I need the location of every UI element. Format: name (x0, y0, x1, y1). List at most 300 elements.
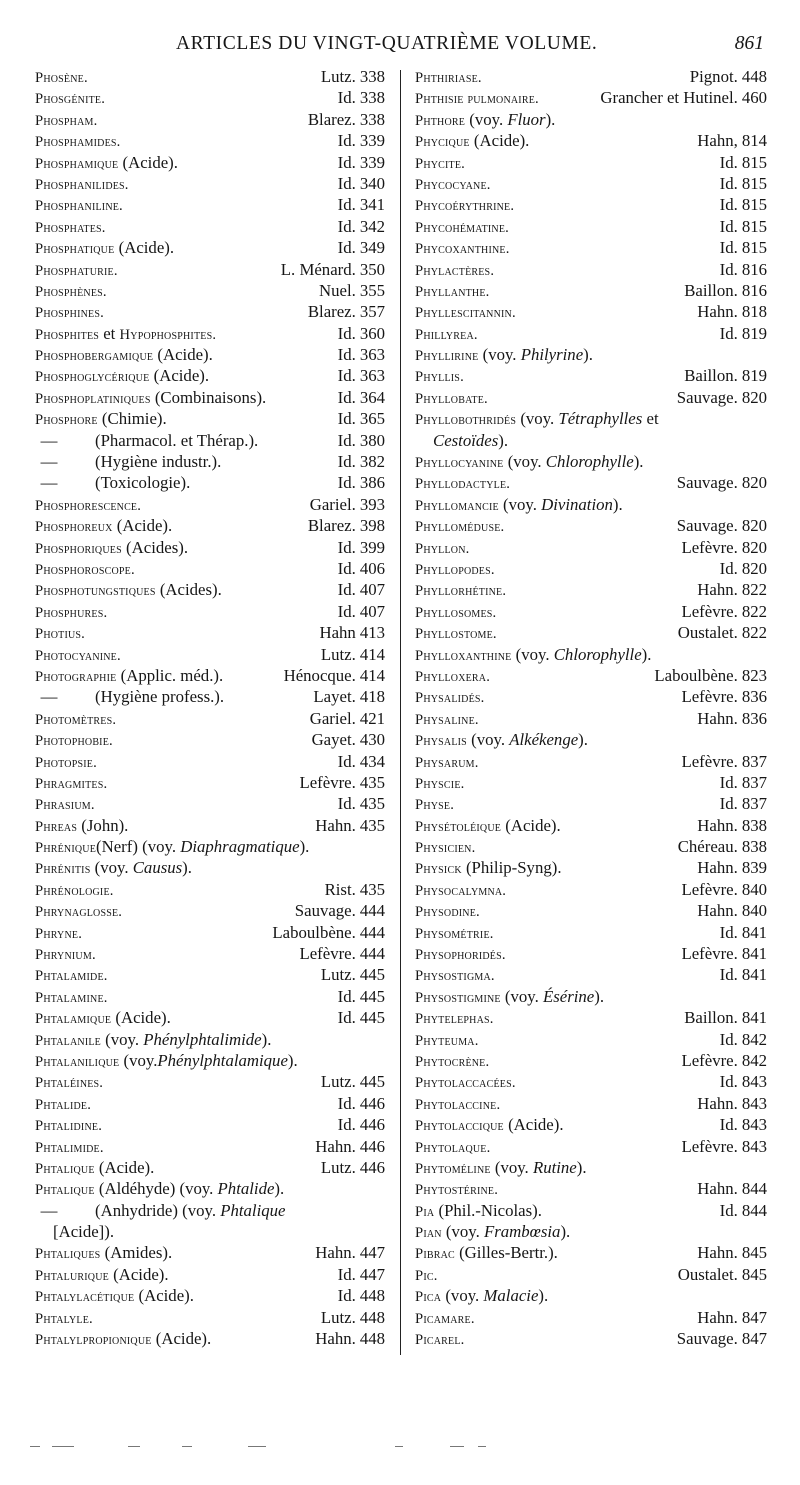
entry-author: Layet. (313, 687, 356, 707)
index-column-right (415, 66, 767, 1349)
index-entry (35, 301, 385, 322)
index-entry (415, 1029, 767, 1050)
entry-reference (338, 579, 385, 600)
entry-text (415, 1137, 490, 1156)
entry-reference (338, 793, 385, 814)
entry-headword: Phrénique (35, 840, 97, 857)
entry-text (35, 516, 172, 535)
entry-page: 338 (359, 88, 385, 108)
entry-headword: Phycoxanthine. (415, 241, 510, 258)
entry-page: 448 (359, 1329, 385, 1349)
entry-headword: Physicien. (415, 840, 476, 857)
entry-qualifier: ). (545, 109, 556, 129)
index-entry (35, 1136, 385, 1157)
entry-reference (697, 815, 767, 836)
entry-qualifier: (Acide). (153, 345, 213, 365)
entry-text (415, 773, 464, 792)
entry-author: Laboulbène. (654, 665, 738, 685)
entry-headword: Physarum. (415, 754, 479, 771)
entry-author: Hahn. (697, 1243, 738, 1263)
entry-headword: Pibrac (415, 1246, 455, 1263)
entry-page: 822 (741, 580, 767, 600)
entry-reference (321, 644, 385, 665)
cross-reference: Phénylphtalamique (157, 1050, 288, 1070)
entry-reference (315, 815, 385, 836)
index-entry (35, 451, 385, 472)
entry-headword: Hypophosphites. (119, 326, 217, 343)
entry-author: Hahn. (697, 858, 738, 878)
entry-author: Id. (337, 1286, 356, 1306)
index-entry (35, 66, 385, 87)
entry-page: 357 (359, 302, 385, 322)
index-entry (415, 323, 767, 344)
index-entry (415, 430, 767, 451)
entry-text (415, 1008, 494, 1027)
index-entry (35, 879, 385, 900)
entry-headword: Photius. (35, 626, 86, 643)
entry-reference (338, 751, 385, 772)
entry-page: 843 (741, 1136, 767, 1156)
entry-text (35, 67, 88, 86)
entry-headword: Phosphamique (35, 155, 119, 172)
index-entry (415, 772, 767, 793)
index-entry (415, 1242, 767, 1263)
entry-text (415, 302, 516, 321)
entry-qualifier: (Hygiène profess.). (95, 687, 225, 707)
entry-headword: Physodine. (415, 904, 480, 921)
entry-author: Id. (337, 473, 356, 493)
cross-reference: Chlorophylle (545, 452, 634, 472)
entry-author: Id. (719, 1115, 738, 1135)
repeat-dash: — (40, 687, 58, 707)
entry-text (415, 1051, 489, 1070)
cross-reference: Fluor (507, 109, 546, 129)
entry-qualifier: ). (538, 1286, 549, 1306)
index-entry (415, 1050, 767, 1071)
entry-reference (338, 537, 385, 558)
entry-qualifier: (Amides). (100, 1243, 173, 1263)
running-title: ARTICLES DU VINGT-QUATRIÈME VOLUME. (176, 33, 598, 54)
index-entry (415, 857, 767, 878)
index-entry (35, 537, 385, 558)
entry-reference (697, 579, 767, 600)
entry-page: 814 (741, 131, 767, 151)
entry-reference (338, 194, 385, 215)
entry-author: Id. (337, 537, 356, 557)
entry-headword: Physocalymna. (415, 882, 507, 899)
entry-reference (310, 494, 385, 515)
entry-headword: Photocyanine. (35, 647, 121, 664)
entry-reference (677, 472, 767, 493)
entry-qualifier: (Chimie). (97, 409, 167, 429)
index-entry (35, 173, 385, 194)
entry-page: 815 (741, 216, 767, 236)
entry-reference (697, 900, 767, 921)
entry-reference (681, 601, 767, 622)
entry-headword: Physaline. (415, 711, 479, 728)
entry-author: Id. (337, 794, 356, 814)
entry-author: Lutz. (320, 67, 356, 86)
repeat-dash: — (40, 1200, 58, 1220)
entry-author: Pignot. (689, 67, 738, 86)
entry-text (415, 1158, 587, 1177)
entry-headword: Phyllosomes. (415, 604, 497, 621)
entry-headword: Phosphènes. (35, 283, 107, 300)
entry-text (415, 281, 490, 300)
entry-text (433, 431, 508, 450)
entry-author: Id. (337, 601, 356, 621)
entry-text (415, 687, 485, 706)
entry-author: Id. (719, 1029, 738, 1049)
index-entry (415, 1136, 767, 1157)
index-entry (35, 751, 385, 772)
entry-author: Lefèvre. (681, 751, 738, 771)
index-entry (415, 964, 767, 985)
entry-reference (338, 601, 385, 622)
entry-page: 386 (359, 473, 385, 493)
cross-reference: Cestoïdes (433, 430, 499, 450)
entry-author: Hahn (319, 623, 356, 643)
entry-qualifier: (voy. (466, 730, 510, 750)
entry-page: 341 (359, 195, 385, 215)
entry-text (35, 366, 209, 385)
entry-headword: Phtalamine. (35, 989, 108, 1006)
entry-author: Id. (337, 580, 356, 600)
index-entry (415, 558, 767, 579)
entry-reference (338, 1007, 385, 1028)
entry-author: Id. (337, 986, 356, 1006)
index-entry (415, 601, 767, 622)
entry-author: Lefèvre. (681, 601, 738, 621)
entry-headword: Phosphatique (35, 241, 115, 258)
index-entry (415, 344, 767, 365)
entry-text (35, 153, 178, 172)
entry-author: Id. (337, 387, 356, 407)
entry-reference (720, 558, 767, 579)
entry-reference (720, 216, 767, 237)
entry-author: Lutz. (320, 1307, 356, 1327)
index-entry (415, 1007, 767, 1028)
entry-text (415, 452, 644, 471)
entry-text (35, 602, 107, 621)
entry-text (35, 559, 135, 578)
entry-headword: Phyllescitannin. (415, 305, 516, 322)
entry-author: Sauvage. (294, 901, 356, 921)
entry-author: Hénocque. (283, 665, 356, 685)
entry-page: 444 (359, 944, 385, 964)
index-entry (35, 1307, 385, 1328)
cross-reference: Rutine (532, 1157, 577, 1177)
entry-text (415, 1222, 570, 1241)
entry-qualifier: (Acide). (151, 1329, 212, 1349)
index-entry (35, 665, 385, 686)
entry-headword: Picarel. (415, 1332, 465, 1349)
entry-qualifier: (Acide). (118, 152, 178, 172)
entry-headword: Phosphanilides. (35, 176, 129, 193)
index-entry (35, 579, 385, 600)
cross-reference: Ésérine (542, 986, 595, 1006)
entry-qualifier: (Aldéhyde) (voy. (94, 1179, 218, 1199)
entry-headword: Phosphoriques (35, 540, 122, 557)
entry-reference (720, 173, 767, 194)
entry-qualifier: ). (633, 452, 644, 472)
entry-author: Hahn. (697, 580, 738, 600)
entry-headword: Phthisie pulmonaire. (415, 91, 539, 108)
index-entry (35, 622, 385, 643)
index-entry (415, 408, 767, 429)
entry-reference (310, 708, 385, 729)
cross-reference: Frambœsia (483, 1222, 561, 1242)
entry-page: 816 (741, 259, 767, 279)
entry-headword: Phrynaglosse. (35, 904, 123, 921)
entry-page: 338 (359, 109, 385, 129)
entry-qualifier: ). (498, 430, 509, 450)
entry-text (415, 110, 555, 129)
entry-page: 842 (741, 1029, 767, 1049)
index-entry (35, 1007, 385, 1028)
index-entry (35, 87, 385, 108)
index-entry (35, 1114, 385, 1135)
entry-headword: Phytelephas. (415, 1011, 494, 1028)
entry-headword: Phosphines. (35, 305, 104, 322)
entry-headword: Phryne. (35, 925, 83, 942)
entry-text (35, 837, 309, 856)
entry-qualifier: (Acide). (501, 815, 561, 835)
entry-text (415, 324, 478, 343)
index-entry (35, 1242, 385, 1263)
entry-headword: Phtalyle. (35, 1310, 93, 1327)
index-entry (35, 772, 385, 793)
entry-author: Lefèvre. (299, 944, 356, 964)
index-entry (415, 537, 767, 558)
entry-headword: Phrénologie. (35, 882, 114, 899)
entry-qualifier: ). (287, 1050, 298, 1070)
entry-qualifier: (Pharmacol. et Thérap.). (95, 430, 259, 450)
entry-reference (600, 87, 767, 108)
entry-reference (681, 686, 767, 707)
entry-headword: Pic. (415, 1267, 438, 1284)
entry-page: 845 (741, 1264, 767, 1284)
entry-qualifier: (Gilles-Bertr.). (454, 1243, 558, 1263)
entry-text (35, 987, 108, 1006)
entry-headword: Physétoléique (415, 818, 502, 835)
entry-reference (720, 194, 767, 215)
entry-text (35, 730, 113, 749)
entry-reference (681, 537, 767, 558)
entry-page: 445 (359, 1072, 385, 1092)
index-entry (35, 515, 385, 536)
entry-text (35, 645, 121, 664)
entry-reference (338, 365, 385, 386)
entry-reference (338, 130, 385, 151)
entry-reference (338, 237, 385, 258)
entry-reference (720, 1071, 767, 1092)
entry-page: 445 (359, 965, 385, 985)
entry-author: Gariel. (309, 494, 356, 514)
entry-reference (338, 1114, 385, 1135)
entry-text (415, 1030, 479, 1049)
entry-page: 847 (741, 1329, 767, 1349)
entry-reference (338, 152, 385, 173)
entry-headword: Phospham. (35, 112, 98, 129)
entry-headword: Phosphore (35, 412, 98, 429)
entry-reference (697, 857, 767, 878)
entry-author: Id. (719, 1072, 738, 1092)
entry-text (35, 110, 97, 129)
entry-reference (720, 922, 767, 943)
entry-page: 820 (741, 558, 767, 578)
entry-qualifier: (Combinaisons). (150, 387, 267, 407)
entry-headword: Phyllorhétine. (415, 583, 507, 600)
entry-author: Lefèvre. (299, 772, 356, 792)
entry-headword: Pia (415, 1203, 435, 1220)
entry-headword: Photographie (35, 668, 117, 685)
index-entry (415, 216, 767, 237)
entry-headword: Phosphates. (35, 219, 106, 236)
entry-author: Id. (719, 323, 738, 343)
entry-text (35, 409, 167, 428)
entry-headword: Phosphaniline. (35, 198, 123, 215)
entry-author: Id. (337, 195, 356, 215)
entry-headword: Phycique (415, 134, 470, 151)
entry-text (35, 944, 96, 963)
entry-reference (684, 280, 767, 301)
entry-headword: Physostigma. (415, 968, 495, 985)
entry-author: Id. (337, 430, 356, 450)
entry-text (415, 1329, 464, 1348)
entry-reference (315, 1136, 385, 1157)
entry-qualifier: et (642, 409, 659, 429)
entry-text (415, 1115, 564, 1134)
entry-qualifier: (Philip-Syng). (461, 858, 562, 878)
index-entry (415, 1178, 767, 1199)
entry-page: 841 (741, 922, 767, 942)
entry-reference (338, 173, 385, 194)
entry-reference (697, 130, 767, 151)
cross-reference: Tétraphylles (558, 409, 643, 429)
entry-reference (681, 1136, 767, 1157)
entry-headword: Phyllanthe. (415, 283, 490, 300)
entry-page: 818 (741, 302, 767, 322)
entry-author: Lutz. (320, 1072, 356, 1092)
repeat-dash: — (40, 452, 58, 472)
index-entry (35, 1157, 385, 1178)
entry-author: Lutz. (320, 965, 356, 985)
entry-author: Hahn. (697, 1307, 738, 1327)
entry-headword: Phosphoreux (35, 519, 113, 536)
entry-page: 340 (359, 173, 385, 193)
entry-headword: Phyllodactyle. (415, 476, 511, 493)
entry-headword: Phtaléines. (35, 1075, 104, 1092)
entry-headword: Phtalamide. (35, 968, 108, 985)
entry-reference (312, 729, 385, 750)
entry-headword: Phytostérine. (415, 1182, 499, 1199)
entry-reference (720, 1114, 767, 1135)
entry-text (415, 580, 506, 599)
index-entry (415, 708, 767, 729)
entry-author: Hahn. (697, 302, 738, 322)
entry-headword: Phosphoplatiniques (35, 390, 151, 407)
entry-qualifier: ). (594, 986, 605, 1006)
entry-headword: Phycoérythrine. (415, 198, 515, 215)
index-entry (415, 387, 767, 408)
index-entry (35, 900, 385, 921)
entry-reference (315, 1242, 385, 1263)
entry-text (35, 281, 107, 300)
entry-author: Id. (719, 259, 738, 279)
entry-page: 460 (741, 88, 767, 108)
entry-headword: Phosphures. (35, 604, 108, 621)
entry-headword: Phtalide. (35, 1096, 92, 1113)
entry-qualifier: (voy. (498, 494, 542, 514)
index-entry (35, 857, 385, 878)
entry-reference (720, 772, 767, 793)
entry-qualifier: (Acide). (469, 131, 530, 151)
entry-author: Id. (719, 772, 738, 792)
entry-qualifier: (Acides). (155, 580, 222, 600)
index-entry (415, 1114, 767, 1135)
entry-headword: Phosphites (35, 326, 100, 343)
entry-author: Id. (337, 1264, 356, 1284)
index-entry (35, 793, 385, 814)
entry-qualifier: (voy. (511, 644, 554, 664)
entry-text (35, 324, 216, 343)
entry-text (35, 880, 114, 899)
entry-headword: Phyllirine (415, 348, 479, 365)
entry-headword: Physophoridés. (415, 947, 506, 964)
entry-reference (272, 922, 385, 943)
entry-page: 847 (741, 1307, 767, 1327)
index-entry (415, 1157, 767, 1178)
entry-qualifier: (Hygiène industr.). (95, 452, 222, 472)
entry-text (35, 302, 104, 321)
entry-qualifier: (voy. (100, 1029, 144, 1049)
entry-headword: Physcie. (415, 775, 465, 792)
entry-author: Sauvage. (676, 473, 738, 493)
entry-page: 446 (359, 1093, 385, 1113)
entry-reference (338, 323, 385, 344)
entry-headword: Phosgénite. (35, 91, 106, 108)
entry-page: 445 (359, 1008, 385, 1028)
entry-author: Hahn. (697, 708, 738, 728)
entry-page: 841 (741, 1008, 767, 1028)
entry-headword: Phrasium. (35, 797, 95, 814)
entry-page: 840 (741, 901, 767, 921)
entry-page: 421 (359, 708, 385, 728)
entry-qualifier: ). (560, 1222, 571, 1242)
entry-reference (281, 259, 385, 280)
entry-text (415, 1094, 500, 1113)
entry-page: 399 (359, 537, 385, 557)
index-entry (35, 708, 385, 729)
entry-text (415, 559, 495, 578)
entry-text (35, 901, 122, 920)
entry-page: 819 (741, 366, 767, 386)
entry-author: Hahn, (697, 131, 738, 151)
entry-headword: Phragmites. (35, 775, 108, 792)
index-entry (35, 408, 385, 429)
entry-page: 845 (741, 1243, 767, 1263)
index-entry (415, 644, 767, 665)
entry-headword: Phosphamides. (35, 134, 121, 151)
entry-page: 363 (359, 345, 385, 365)
entry-author: Lefèvre. (681, 879, 738, 899)
entry-headword: Phycite. (415, 155, 466, 172)
entry-page: 364 (359, 387, 385, 407)
entry-qualifier: (Toxicologie). (95, 473, 191, 493)
entry-page: 418 (359, 687, 385, 707)
entry-qualifier: (voy. (503, 452, 546, 472)
